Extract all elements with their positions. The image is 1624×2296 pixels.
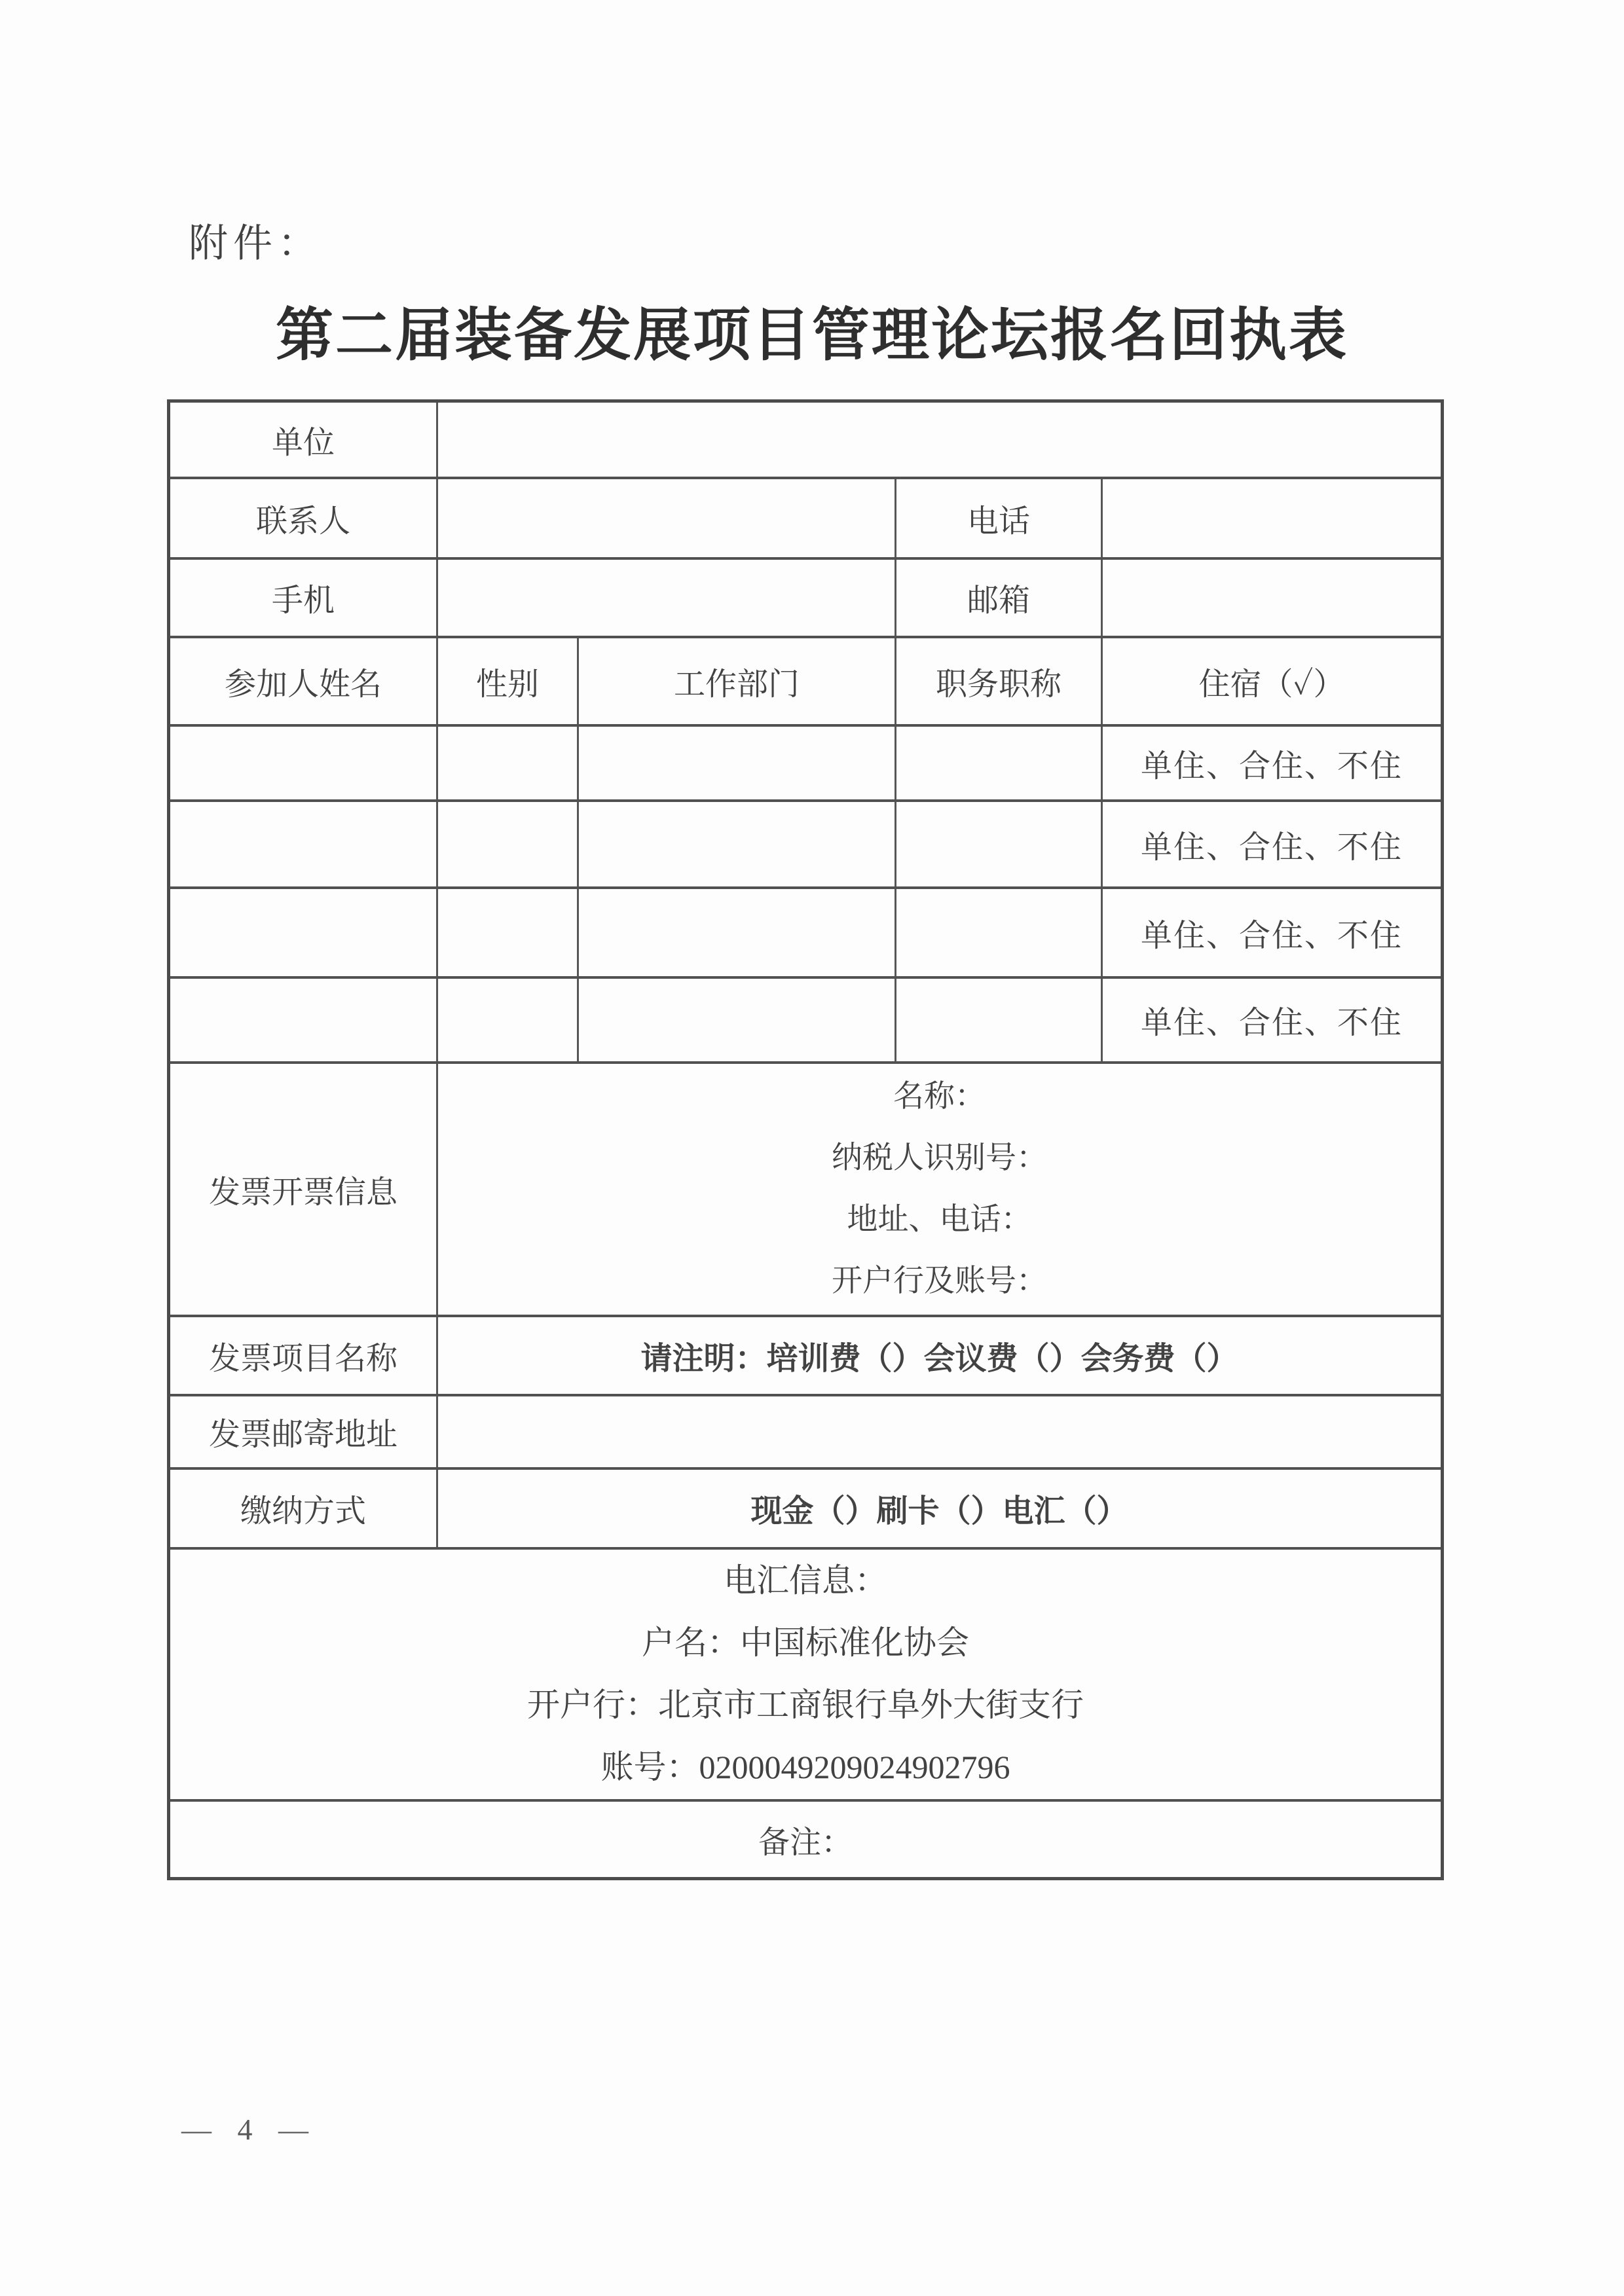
remarks-row xyxy=(169,1800,1443,1879)
attendee-row-4 xyxy=(169,977,1443,1063)
page-title: 第二届装备发展项目管理论坛报名回执表 xyxy=(275,304,1348,368)
mobile-label: 手机 xyxy=(169,558,437,637)
wire-account-number-line: 账号：0200049209024902796 xyxy=(600,1749,1010,1785)
invoice-name-line: 名称： xyxy=(893,1080,986,1114)
attendee-header-row xyxy=(169,637,1443,725)
attendee-position-cell xyxy=(896,977,1102,1063)
attendee-gender-cell xyxy=(437,801,578,888)
attendee-name-cell xyxy=(169,801,437,888)
page-number: — 4 — xyxy=(181,2113,318,2146)
unit-label: 单位 xyxy=(169,401,437,478)
registration-form-table xyxy=(167,399,1444,1880)
attendee-department-cell xyxy=(578,977,896,1063)
invoice-item-label: 发票项目名称 xyxy=(169,1316,437,1395)
attendee-lodging-options: 单住、合住、不住 xyxy=(1102,977,1443,1063)
attendee-department-cell xyxy=(578,888,896,977)
wire-info-title-line: 电汇信息： xyxy=(724,1562,887,1599)
attendee-name-cell xyxy=(169,725,437,801)
attendee-row-2 xyxy=(169,801,1443,888)
invoice-info-label: 发票开票信息 xyxy=(169,1063,437,1316)
invoice-info-content xyxy=(437,1063,1443,1316)
attendee-lodging-options: 单住、合住、不住 xyxy=(1102,725,1443,801)
attendee-department-cell xyxy=(578,801,896,888)
mobile-value-cell xyxy=(437,558,896,637)
invoice-mail-label: 发票邮寄地址 xyxy=(169,1395,437,1468)
attendee-position-cell xyxy=(896,725,1102,801)
attendee-name-cell xyxy=(169,888,437,977)
attendee-lodging-header: 住宿（✓） xyxy=(1102,637,1443,725)
attendee-department-header: 工作部门 xyxy=(578,637,896,725)
attachment-label: 附件： xyxy=(189,222,322,265)
attendee-gender-cell xyxy=(437,977,578,1063)
attendee-department-cell xyxy=(578,725,896,801)
attendee-gender-header: 性别 xyxy=(437,637,578,725)
wire-bank-line: 开户行：北京市工商银行阜外大街支行 xyxy=(527,1686,1084,1723)
invoice-address-phone-line: 地址、电话： xyxy=(847,1203,1032,1237)
payment-label: 缴纳方式 xyxy=(169,1468,437,1548)
invoice-taxid-line: 纳税人识别号： xyxy=(832,1141,1047,1175)
attendee-position-header: 职务职称 xyxy=(896,637,1102,725)
invoice-mail-value-cell xyxy=(437,1395,1443,1468)
attendee-lodging-options: 单住、合住、不住 xyxy=(1102,801,1443,888)
attendee-position-cell xyxy=(896,888,1102,977)
attendee-row-3 xyxy=(169,888,1443,977)
invoice-info-row xyxy=(169,1063,1443,1316)
invoice-item-row xyxy=(169,1316,1443,1395)
attendee-gender-cell xyxy=(437,725,578,801)
attendee-row-1 xyxy=(169,725,1443,801)
wire-account-name-line: 户名：中国标准化协会 xyxy=(642,1624,969,1661)
remarks-label: 备注： xyxy=(169,1800,1443,1879)
attendee-name-cell xyxy=(169,977,437,1063)
phone-value-cell xyxy=(1102,478,1443,558)
mobile-row xyxy=(169,558,1443,637)
email-label: 邮箱 xyxy=(896,558,1102,637)
invoice-mail-row xyxy=(169,1395,1443,1468)
contact-row xyxy=(169,478,1443,558)
invoice-item-value: 请注明：培训费（）会议费（）会务费（） xyxy=(437,1316,1443,1395)
attendee-gender-cell xyxy=(437,888,578,977)
contact-value-cell xyxy=(437,478,896,558)
payment-value: 现金（）刷卡（）电汇（） xyxy=(437,1468,1443,1548)
attendee-name-header: 参加人姓名 xyxy=(169,637,437,725)
payment-row xyxy=(169,1468,1443,1548)
contact-label: 联系人 xyxy=(169,478,437,558)
invoice-bank-account-line: 开户行及账号： xyxy=(832,1264,1047,1298)
wire-info-row xyxy=(169,1548,1443,1800)
phone-label: 电话 xyxy=(896,478,1102,558)
unit-row xyxy=(169,401,1443,478)
attendee-lodging-options: 单住、合住、不住 xyxy=(1102,888,1443,977)
wire-info-content xyxy=(169,1548,1443,1800)
attendee-position-cell xyxy=(896,801,1102,888)
unit-value-cell xyxy=(437,401,1443,478)
email-value-cell xyxy=(1102,558,1443,637)
